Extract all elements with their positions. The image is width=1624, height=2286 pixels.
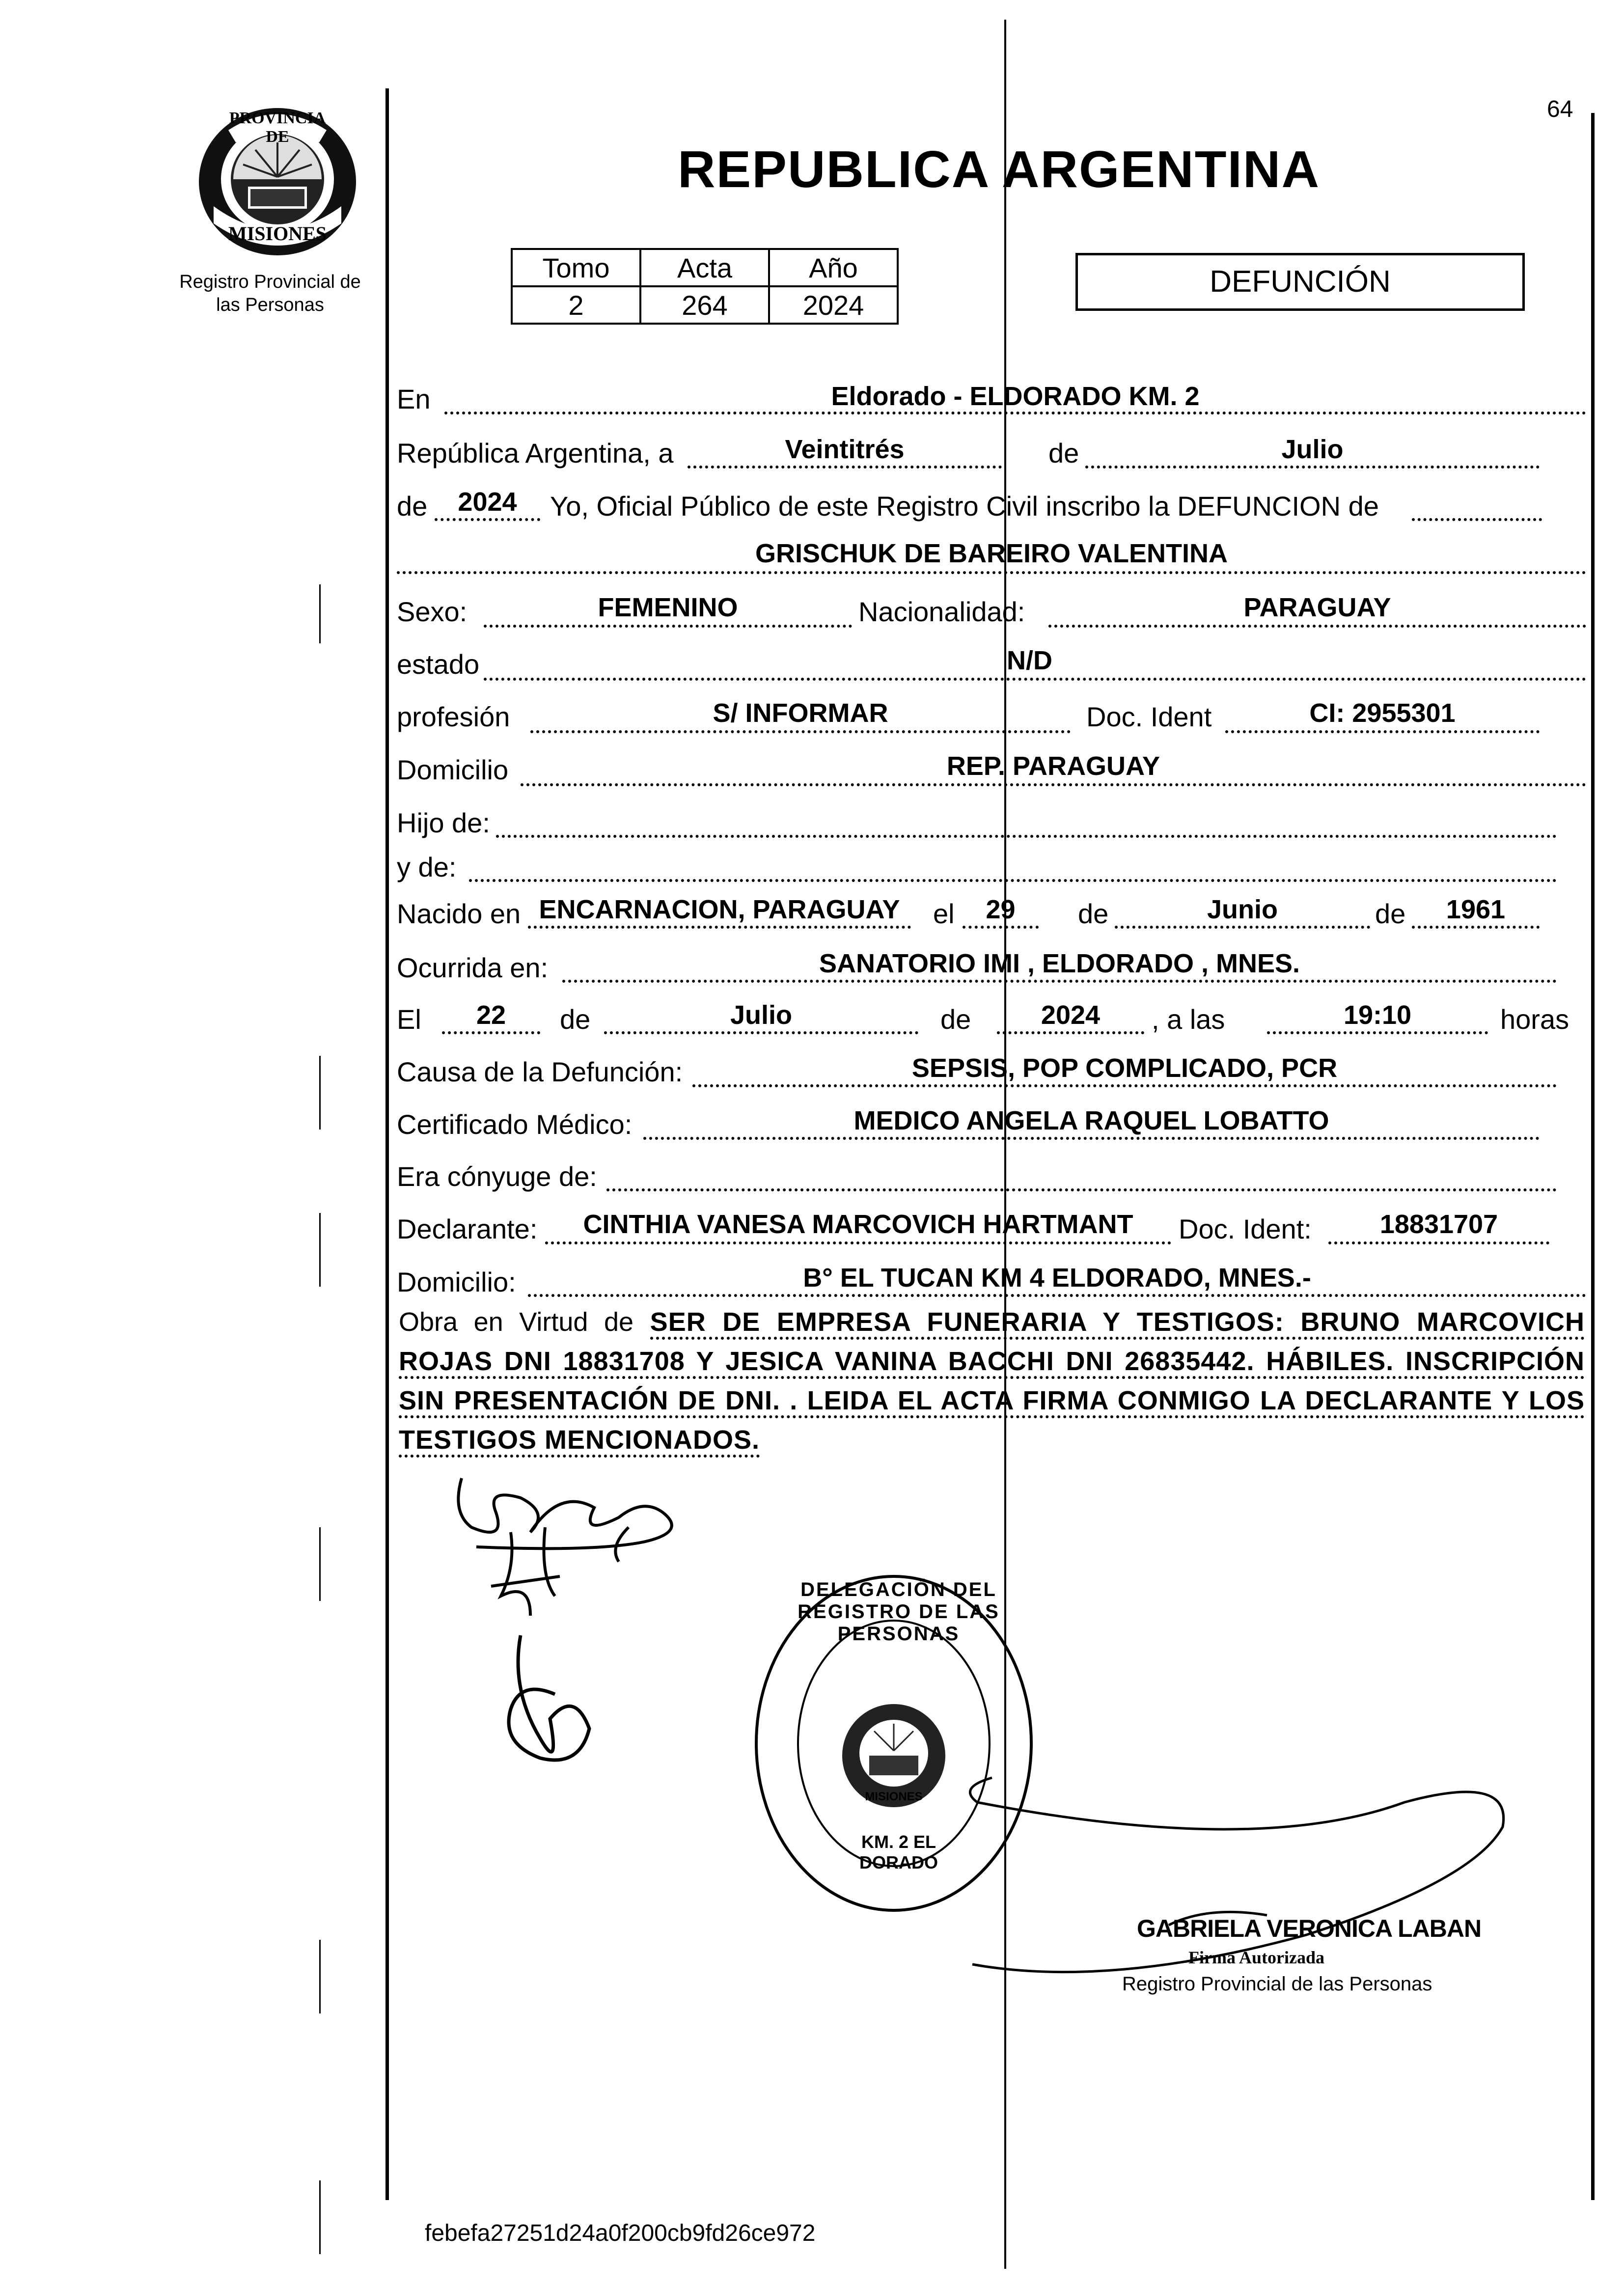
label-en: En bbox=[397, 384, 431, 414]
seal-misiones-text: MISIONES bbox=[228, 222, 327, 245]
line-def-anio bbox=[997, 1031, 1144, 1034]
field-nacido-en: ENCARNACION, PARAGUAY bbox=[539, 895, 900, 924]
acta-header: Acta bbox=[640, 249, 769, 286]
label-certificado: Certificado Médico: bbox=[397, 1109, 633, 1140]
label-de-anio: de bbox=[397, 491, 428, 522]
signature-testigo bbox=[481, 1630, 643, 1792]
document-title: REPUBLICA ARGENTINA bbox=[678, 140, 1321, 198]
label-hijo-de: Hijo de: bbox=[397, 807, 490, 838]
field-hora: 19:10 bbox=[1343, 1000, 1412, 1030]
line-en bbox=[444, 412, 1586, 414]
field-dia: Veintitrés bbox=[785, 435, 905, 464]
field-def-dia: 22 bbox=[476, 1000, 506, 1030]
field-domicilio: REP. PARAGUAY bbox=[946, 751, 1160, 781]
line-nac-mes bbox=[1115, 926, 1370, 929]
stamp-ring-text: DELEGACIÓN DEL REGISTRO DE LAS PERSONAS bbox=[798, 1579, 1000, 1645]
label-ocurrida: Ocurrida en: bbox=[397, 952, 549, 983]
line-causa bbox=[692, 1084, 1557, 1087]
label-causa: Causa de la Defunción: bbox=[397, 1056, 683, 1087]
line-domicilio bbox=[521, 783, 1586, 786]
field-nac-anio: 1961 bbox=[1446, 895, 1506, 924]
field-declarante-doc: 18831707 bbox=[1379, 1210, 1498, 1239]
label-declarante: Declarante: bbox=[397, 1213, 538, 1244]
margin-tick bbox=[319, 1940, 321, 2013]
stamp-inner-text: MISIONES bbox=[865, 1790, 923, 1803]
label-nac-de2: de bbox=[1375, 898, 1406, 929]
label-republica: República Argentina, a bbox=[397, 438, 674, 468]
line-profesion bbox=[530, 730, 1071, 733]
line-def-dia bbox=[442, 1031, 540, 1034]
line-mes bbox=[1085, 466, 1540, 468]
signature-declarante bbox=[432, 1468, 737, 1635]
obra-paragraph bbox=[399, 1302, 1585, 1460]
line-anio bbox=[435, 518, 540, 521]
field-domicilio2: B° EL TUCAN KM 4 ELDORADO, MNES.- bbox=[803, 1263, 1311, 1293]
line-certificado bbox=[643, 1137, 1540, 1140]
field-lugar: Eldorado - ELDORADO KM. 2 bbox=[831, 382, 1200, 411]
margin-tick bbox=[319, 1213, 321, 1287]
label-de: de bbox=[1048, 438, 1079, 468]
line-def-mes bbox=[604, 1031, 918, 1034]
margin-tick bbox=[319, 1527, 321, 1601]
margin-tick bbox=[319, 1056, 321, 1129]
label-nacido-en: Nacido en bbox=[397, 898, 521, 929]
left-border bbox=[385, 88, 389, 2200]
acta-table bbox=[511, 248, 899, 325]
field-nac-dia: 29 bbox=[986, 895, 1016, 924]
field-ocurrida: SANATORIO IMI , ELDORADO , MNES. bbox=[819, 949, 1300, 978]
label-profesion: profesión bbox=[397, 701, 510, 732]
label-obra: Obra en Virtud de bbox=[399, 1307, 634, 1337]
tomo-header: Tomo bbox=[512, 249, 640, 286]
label-conyuge: Era cónyuge de: bbox=[397, 1161, 597, 1192]
page-number: 64 bbox=[1547, 96, 1573, 122]
anio-header: Año bbox=[769, 249, 898, 286]
line-conyuge bbox=[606, 1188, 1557, 1191]
line-dia bbox=[688, 466, 1002, 468]
right-border bbox=[1591, 113, 1595, 2200]
label-def-de1: de bbox=[560, 1004, 591, 1035]
registro-line1: Registro Provincial de bbox=[179, 272, 361, 292]
line-nac-anio bbox=[1412, 926, 1540, 929]
field-causa: SEPSIS, POP COMPLICADO, PCR bbox=[911, 1053, 1338, 1083]
line-estado bbox=[484, 678, 1586, 681]
acta-value: 264 bbox=[640, 286, 769, 324]
field-doc: CI: 2955301 bbox=[1309, 698, 1456, 728]
label-y-de: y de: bbox=[397, 852, 457, 882]
official-org: Registro Provincial de las Personas bbox=[1122, 1973, 1432, 1995]
official-role: Firma Autorizada bbox=[1188, 1948, 1324, 1967]
line-nac-dia bbox=[963, 926, 1039, 929]
field-nacionalidad: PARAGUAY bbox=[1243, 593, 1391, 622]
label-horas: horas bbox=[1500, 1004, 1569, 1035]
field-profesion: S/ INFORMAR bbox=[713, 698, 888, 728]
label-nac-de1: de bbox=[1078, 898, 1109, 929]
label-el: el bbox=[933, 898, 955, 929]
margin-tick bbox=[319, 584, 321, 643]
label-estado: estado bbox=[397, 649, 480, 680]
line-y-de bbox=[469, 879, 1557, 882]
line-ocurrida bbox=[562, 980, 1557, 983]
field-declarante: CINTHIA VANESA MARCOVICH HARTMANT bbox=[583, 1210, 1133, 1239]
label-yo: Yo, Oficial Público de este Registro Civil inscribo la DEFUNCION de bbox=[550, 491, 1379, 522]
tipo-box: DEFUNCIÓN bbox=[1075, 253, 1525, 311]
line-domicilio2 bbox=[528, 1294, 1586, 1297]
margin-tick bbox=[319, 2180, 321, 2254]
field-def-anio: 2024 bbox=[1041, 1000, 1101, 1030]
label-domicilio2: Domicilio: bbox=[397, 1267, 516, 1297]
line-hijo-de bbox=[496, 835, 1557, 838]
line-yo-end bbox=[1412, 518, 1542, 521]
seal-province-text: PROVINCIA DE bbox=[229, 109, 326, 146]
line-declarante bbox=[545, 1241, 1171, 1244]
anio-value: 2024 bbox=[769, 286, 898, 324]
line-nacionalidad bbox=[1048, 625, 1586, 628]
official-name: GABRIELA VERONICA LABAN bbox=[1137, 1915, 1482, 1942]
field-anio: 2024 bbox=[458, 487, 517, 517]
line-declarante-doc bbox=[1328, 1241, 1549, 1244]
label-a-las: , a las bbox=[1152, 1004, 1225, 1035]
label-el-upper: El bbox=[397, 1004, 421, 1035]
line-sexo bbox=[484, 625, 852, 628]
line-hora bbox=[1267, 1031, 1488, 1034]
document-hash: febefa27251d24a0f200cb9fd26ce972 bbox=[425, 2220, 816, 2246]
line-nacido-en bbox=[528, 926, 911, 929]
label-sexo: Sexo: bbox=[397, 596, 468, 627]
field-estado: N/D bbox=[1007, 646, 1052, 675]
label-doc-ident2: Doc. Ident: bbox=[1179, 1213, 1312, 1244]
field-nac-mes: Junio bbox=[1207, 895, 1278, 924]
field-certificado: MEDICO ANGELA RAQUEL LOBATTO bbox=[853, 1106, 1329, 1135]
tomo-value: 2 bbox=[512, 286, 640, 324]
label-domicilio: Domicilio bbox=[397, 754, 509, 785]
label-nacionalidad: Nacionalidad: bbox=[858, 596, 1025, 627]
field-sexo: FEMENINO bbox=[598, 593, 738, 622]
field-obra: SER DE EMPRESA FUNERARIA Y TESTIGOS: BRUNO MARCOVICH ROJAS DNI 18831708 Y JESICA VANINA BACCHI DNI 26835442. HÁBILES. INSCRIPCIÓN SIN PRESENTACIÓN DE DNI. . LEIDA EL ACTA FIRMA CONMIGO LA DECLARANTE Y LOS TESTIGOS MENCIONADOS. bbox=[399, 1307, 1585, 1458]
line-nombre bbox=[397, 571, 1586, 574]
registro-line2: las Personas bbox=[216, 295, 324, 315]
line-doc bbox=[1225, 730, 1540, 733]
stamp-bottom-text: KM. 2 EL DORADO bbox=[859, 1832, 938, 1873]
field-def-mes: Julio bbox=[730, 1000, 792, 1030]
field-mes: Julio bbox=[1281, 435, 1344, 464]
label-doc-ident: Doc. Ident bbox=[1086, 701, 1212, 732]
field-nombre: GRISCHUK DE BAREIRO VALENTINA bbox=[755, 539, 1228, 568]
label-def-de2: de bbox=[940, 1004, 971, 1035]
